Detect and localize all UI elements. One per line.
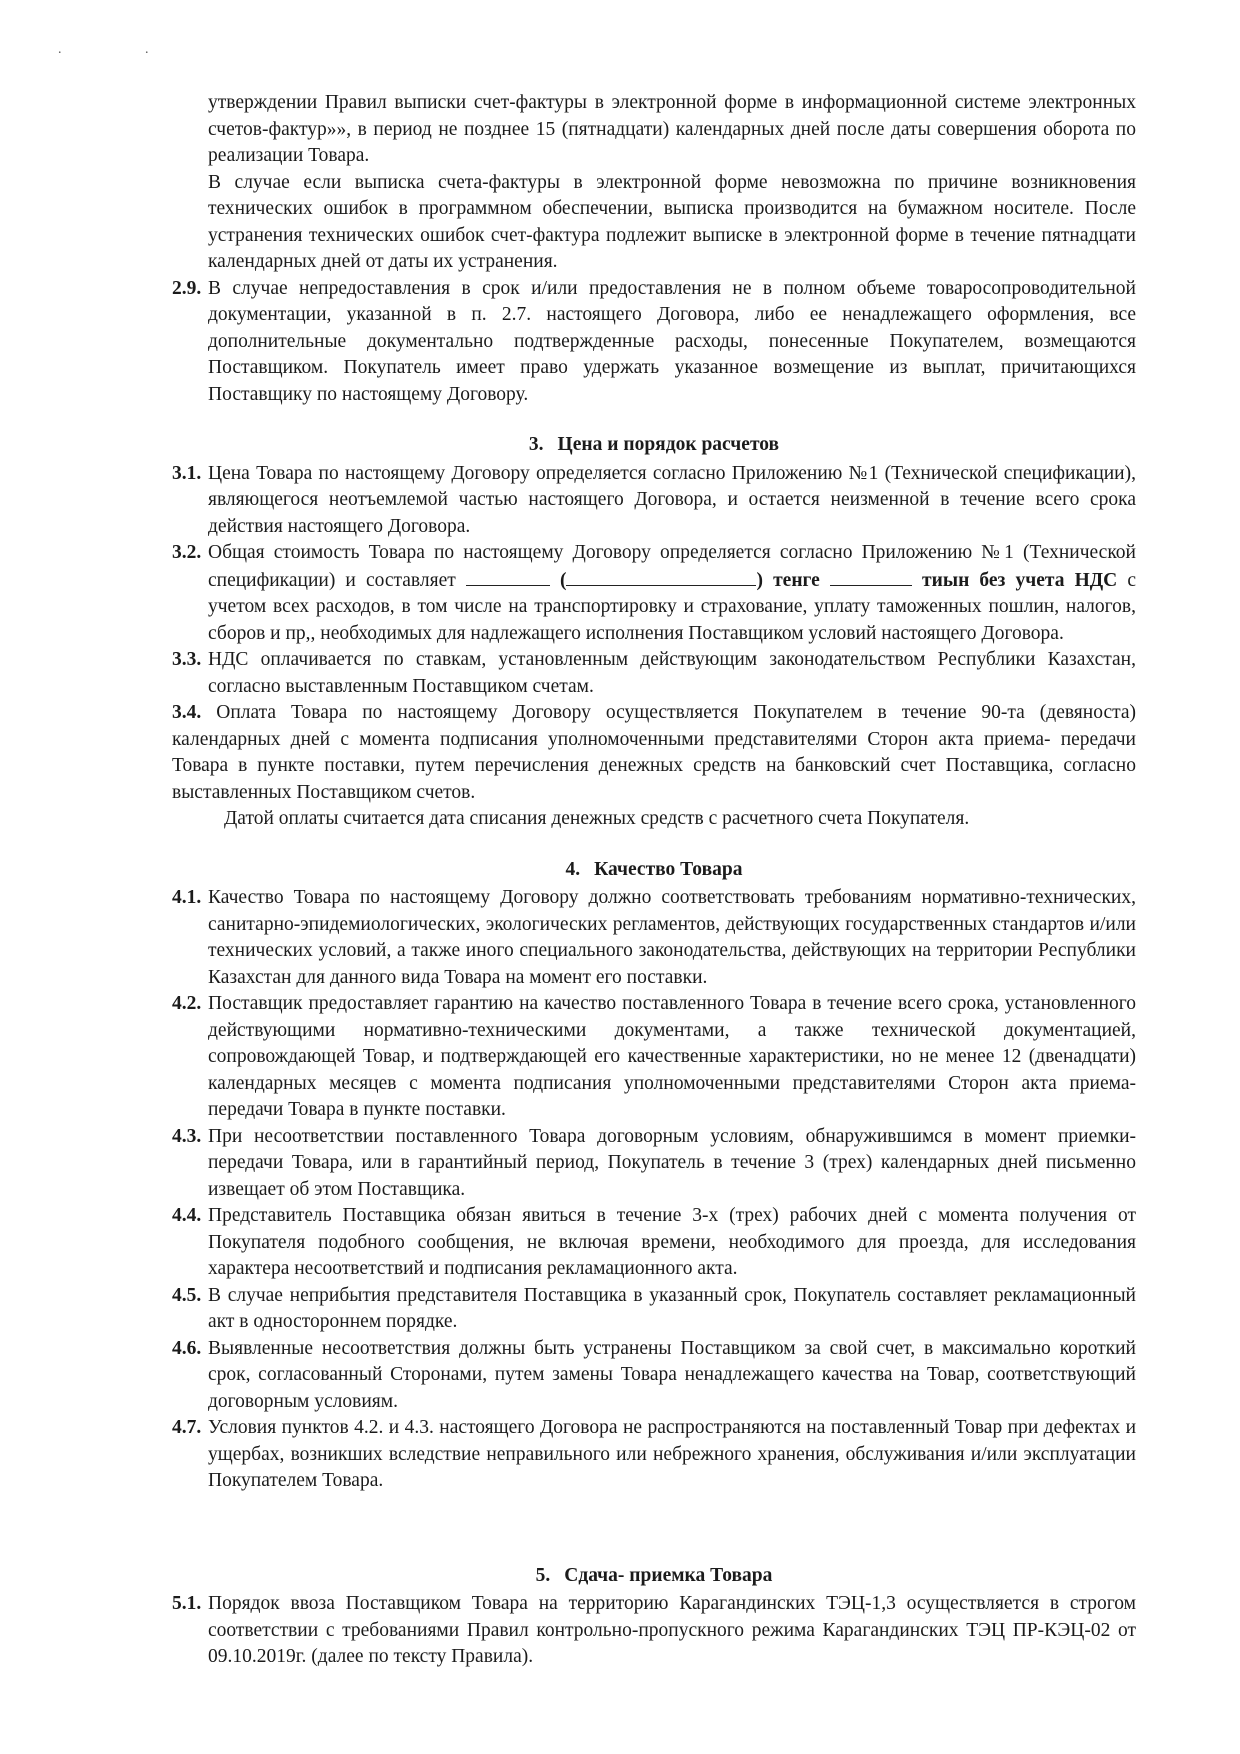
section-3-heading	[172, 432, 1136, 459]
clause-text: Цена Товара по настоящему Договору определяется согласно Приложению №1 (Технической спецификации), являющегося неотъемлемой частью настоящего Договора, и остается неизменной в течение всего срока действия настоящего Договора.	[208, 462, 1136, 537]
clause-text: НДС оплачивается по ставкам, установленным действующим законодательством Республики Казахстан, согласно выставленным Поставщиком счетам.	[208, 649, 1136, 697]
clause-number: 4.2.	[172, 993, 202, 1014]
clause-4-1	[172, 885, 1136, 991]
clause-number: 4.4.	[172, 1205, 202, 1226]
clause-5-1	[172, 1591, 1136, 1671]
clause-text: Условия пунктов 4.2. и 4.3. настоящего Договора не распространяются на поставленный Товар при дефектах и ущербах, возникших вследствие неправильного или небрежного хранения, обслуживания и/или эксплуатации Покупателем Товара.	[208, 1417, 1136, 1491]
section-title: Цена и порядок расчетов	[557, 434, 780, 455]
clause-4-3	[172, 1124, 1136, 1204]
clause-text	[208, 540, 1136, 647]
clause-4-2	[172, 991, 1136, 1124]
section-4-heading	[172, 857, 1136, 884]
spacer	[172, 1495, 1136, 1539]
section-number: 3.	[528, 434, 544, 455]
clause-text: Оплата Товара по настоящему Договору осуществляется Покупателем в течение 90-та (девяноста) календарных дней с момента подписания уполномоченными представителями Сторон акта приема- передачи Товара в пункте поставки, путем перечисления денежных средств на банковский счет Поставщика, согласно выставленных Поставщиком счетов.	[172, 702, 1137, 803]
intro-paragraph-1: утверждении Правил выписки счет-фактуры в электронной форме в информационной системе электронных счетов-фактур»», в период не позднее 15 (пятнадцати) календарных дней после даты совершения оборота по реализации Товара.	[208, 92, 1136, 166]
clause-text-part-a: Общая стоимость Товара по настоящему Договору определяется согласно Приложению №1 (Технической спецификации) и составляет	[208, 542, 1136, 591]
clause-number: 3.4.	[172, 702, 202, 723]
clause-4-6	[172, 1336, 1136, 1416]
clause-4-4	[172, 1203, 1136, 1283]
paren-open: (	[559, 569, 567, 591]
document-body	[172, 90, 1136, 1671]
section-title: Качество Товара	[594, 858, 743, 880]
clause-text: Качество Товара по настоящему Договору должно соответствовать требованиям нормативно-технических, санитарно-эпидемиологических, экологических регламентов, действующих государственных стандартов и/или технических условий, а также иного специального законодательства, действующих на территории Республики Казахстан для данного вида Товара на момент его поставки.	[208, 887, 1136, 988]
clause-number: 3.1.	[172, 462, 202, 484]
clause-text: В случае непредоставления в срок и/или предоставления не в полном объеме товаросопроводительной документации, указанной в п. 2.7. настоящего Договора, либо ее ненадлежащего оформления, все дополнительные документально подтвержденные расходы, понесенные Покупателем, возмещаются Поставщиком. Покупатель имеет право удержать указанное возмещение из выплат, причитающихся Поставщику по настоящему Договору.	[208, 277, 1136, 405]
intro-block	[172, 90, 1136, 276]
clause-number: 4.5.	[172, 1284, 202, 1306]
clause-number: 4.6.	[172, 1337, 202, 1359]
clause-3-2	[172, 540, 1136, 647]
clause-text: В случае неприбытия представителя Поставщика в указанный срок, Покупатель составляет рекламационный акт в одностороннем порядке.	[208, 1284, 1136, 1332]
clause-3-4	[172, 700, 1136, 806]
section-5-heading	[172, 1563, 1136, 1590]
clause-text: При несоответствии поставленного Товара договорным условиям, обнаружившимся в момент приемки-передачи Товара, или в гарантийный период, Покупатель в течение 3 (трех) календарных дней письменно извещает об этом Поставщика.	[208, 1125, 1136, 1200]
clause-text: Порядок ввоза Поставщиком Товара на территорию Карагандинских ТЭЦ-1,3 осуществляется в строгом соответствии с требованиями Правил контрольно-пропускного режима Карагандинских ТЭЦ ПР-КЭЦ-02 от 09.10.2019г. (далее по тексту Правила).	[208, 1593, 1136, 1667]
clause-text-part-b: с учетом всех расходов, в том числе на транспортировку и страхование, уплату таможенных пошлин, налогов, сборов и пр,, необходимых для надлежащего исполнения Поставщиком условий настоящего Договора.	[208, 569, 1137, 644]
clause-text: Поставщик предоставляет гарантию на качество поставленного Товара в течение всего срока, установленного действующими нормативно-техническими документами, а также технической документацией, сопровождающей Товар, и подтверждающей его качественные характеристики, но не менее 12 (двенадцати) календарных месяцев с момента подписания уполномоченными представителями Сторон акта приема-передачи Товара в пункте поставки.	[208, 993, 1136, 1120]
clause-text: Выявленные несоответствия должны быть устранены Поставщиком за свой счет, в максимально короткий срок, согласованный Сторонами, путем замены Товара ненадлежащего качества на Товар, соответствующий договорным условиям.	[208, 1337, 1136, 1412]
clause-3-4-tail: Датой оплаты считается дата списания денежных средств с расчетного счета Покупателя.	[224, 808, 970, 829]
scan-specks: . .	[58, 42, 189, 57]
clause-number: 4.1.	[172, 887, 202, 908]
clause-number: 4.7.	[172, 1417, 202, 1438]
clause-4-5	[172, 1283, 1136, 1336]
section-number: 4.	[565, 858, 581, 880]
clause-3-1	[172, 461, 1136, 541]
clause-number: 4.3.	[172, 1125, 202, 1147]
clause-number: 3.3.	[172, 649, 202, 670]
intro-paragraph-2: В случае если выписка счета-фактуры в электронной форме невозможна по причине возникновения технических ошибок в программном обеспечении, выписка производится на бумажном носителе. После устранения технических ошибок счет-фактура подлежит выписке в электронной форме в течение пятнадцати календарных дней от даты их устранения.	[208, 171, 1136, 272]
clause-number: 3.2.	[172, 542, 202, 563]
section-number: 5.	[535, 1564, 551, 1586]
tiyn-label: тиын без учета НДС	[922, 569, 1118, 591]
amount-blank	[466, 567, 550, 586]
clause-2-9	[172, 276, 1136, 409]
amount-words-blank	[566, 567, 756, 586]
tiyn-blank	[830, 567, 912, 586]
clause-4-7	[172, 1415, 1136, 1495]
section-title: Сдача- приемка Товара	[564, 1564, 773, 1586]
tenge-label: ) тенге	[756, 569, 820, 591]
clause-3-3	[172, 647, 1136, 700]
clause-text: Представитель Поставщика обязан явиться в течение 3-х (трех) рабочих дней с момента получения от Покупателя подобного сообщения, не включая времени, необходимого для проезда, для исследования характера несоответствий и подписания рекламационного акта.	[208, 1205, 1136, 1279]
clause-number: 2.9.	[172, 277, 202, 299]
clause-number: 5.1.	[172, 1593, 202, 1614]
